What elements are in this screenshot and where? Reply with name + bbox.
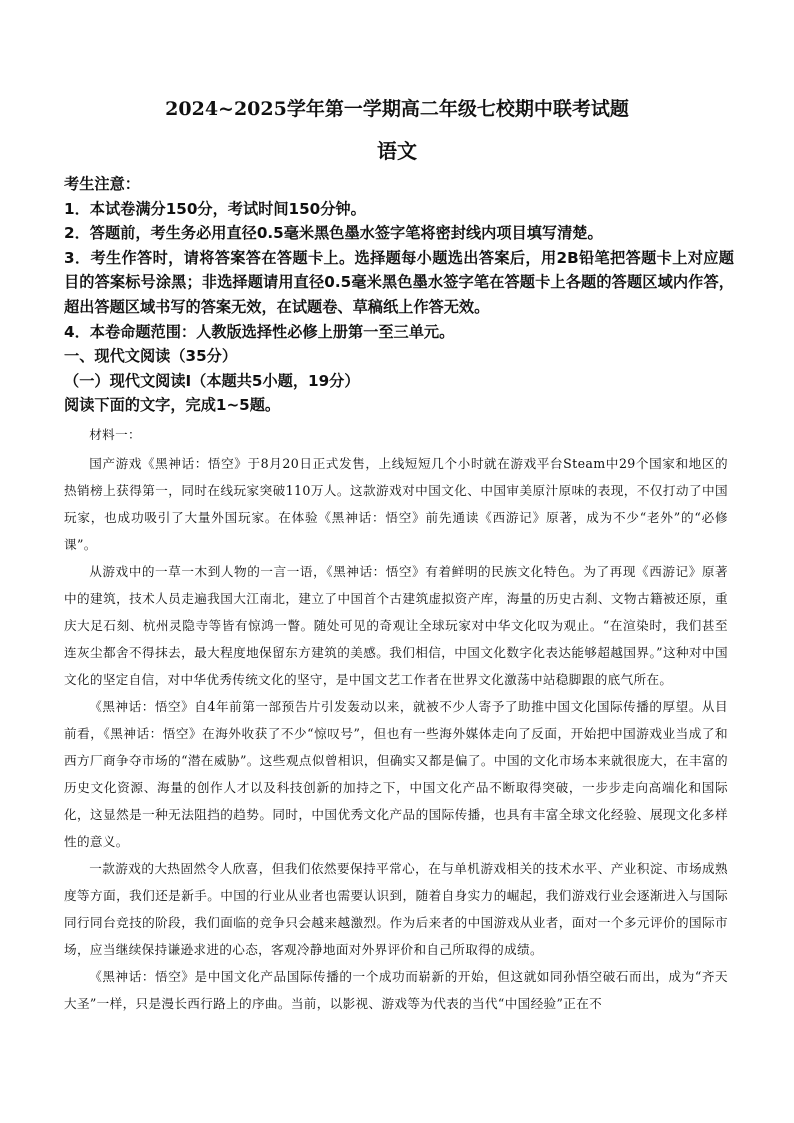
article-paragraph-3: 《黑神话：悟空》自4年前第一部预告片引发轰动以来，就被不少人寄予了助推中国文化国际传播的厚望。从目前看，《黑神话：悟空》在海外收获了不少“惊叹号”，但也有一些海外媒体走向了反面，开始把中国游戏业当成了和西方厂商争夺市场的“潜在威胁”。这些观点似曾相识，但确实又都是偏了。中国的文化市场本来就很庞大，在丰富的历史文化资源、海量的创作人才以及科技创新的加持之下，中国文化产品不断取得突破，一步步走向高端化和国际化，这显然是一种无法阻挡的趋势。同时，中国优秀文化产品的国际传播，也具有丰富全球文化经验、展现文化多样性的意义。 bbox=[64, 699, 728, 849]
subsection-heading: （一）现代文阅读I（本题共5小题，19分） bbox=[64, 371, 360, 390]
section-heading: 一、现代文阅读（35分） bbox=[64, 347, 238, 366]
notice-item-1: 1．本试卷满分150分，考试时间150分钟。 bbox=[64, 199, 366, 218]
exam-title: 2024~2025学年第一学期高二年级七校期中联考试题 bbox=[165, 98, 629, 120]
article-paragraph-4: 一款游戏的大热固然令人欣喜，但我们依然要保持平常心，在与单机游戏相关的技术水平、产业积淀、市场成熟度等方面，我们还是新手。中国的行业从业者也需要认识到，随着自身实力的崛起，我们游戏行业会逐渐进入与国际同行同台竞技的阶段，我们面临的竞争只会越来越激烈。作为后来者的中国游戏从业者，面对一个多元评价的国际市场，应当继续保持谦逊求进的心态，客观冷静地面对外界评价和自己所取得的成绩。 bbox=[64, 861, 728, 957]
notice-item-2: 2．答题前，考生务必用直径0.5毫米黑色墨水签字笔将密封线内项目填写清楚。 bbox=[64, 224, 603, 243]
notice-item-4: 4．本卷命题范围：人教版选择性必修上册第一至三单元。 bbox=[64, 322, 455, 341]
subject-title: 语文 bbox=[377, 139, 417, 163]
candidate-notice bbox=[64, 172, 734, 418]
article-paragraph-5: 《黑神话：悟空》是中国文化产品国际传播的一个成功而崭新的开始，但这就如同孙悟空破石而出，成为“齐天大圣”一样，只是漫长西行路上的序曲。当前，以影视、游戏等为代表的当代“中国经验”正在不 bbox=[64, 969, 728, 1011]
article-paragraph-2: 从游戏中的一草一木到人物的一言一语，《黑神话：悟空》有着鲜明的民族文化特色。为了再现《西游记》原著中的建筑，技术人员走遍我国大江南北，建立了中国首个古建筑虚拟资产库，海量的历史古刹、文物古籍被还原，重庆大足石刻、杭州灵隐寺等皆有惊鸿一瞥。随处可见的奇观让全球玩家对中华文化叹为观止。“在渲染时，我们甚至连灰尘都舍不得抹去，最大程度地保留东方建筑的美感。我们相信，中国文化数字化表达能够超越国界。”这种对中国文化的坚定自信，对中华优秀传统文化的坚守，是中国文艺工作者在世界文化激荡中站稳脚跟的底气所在。 bbox=[64, 564, 728, 687]
notice-item-3: 3．考生作答时，请将答案答在答题卡上。选择题每小题选出答案后，用2B铅笔把答题卡上对应题目的答案标号涂黑；非选择题请用直径0.5毫米黑色墨水签字笔在答题卡上各题的答题区域内作答，超出答题区域书写的答案无效，在试题卷、草稿纸上作答无效。 bbox=[64, 248, 734, 316]
reading-material bbox=[64, 421, 728, 1017]
article-paragraph-1: 国产游戏《黑神话：悟空》于8月20日正式发售，上线短短几个小时就在游戏平台Steam中29个国家和地区的热销榜上获得第一，同时在线玩家突破110万人。这款游戏对中国文化、中国审美原汁原味的表现，不仅打动了中国玩家，也成功吸引了大量外国玩家。在体验《黑神话：悟空》前先通读《西游记》原著，成为不少“老外”的“必修课”。 bbox=[64, 456, 728, 552]
reading-instruction: 阅读下面的文字，完成1~5题。 bbox=[64, 396, 281, 415]
notice-heading: 考生注意： bbox=[64, 175, 140, 193]
material-label: 材料一： bbox=[89, 427, 141, 442]
